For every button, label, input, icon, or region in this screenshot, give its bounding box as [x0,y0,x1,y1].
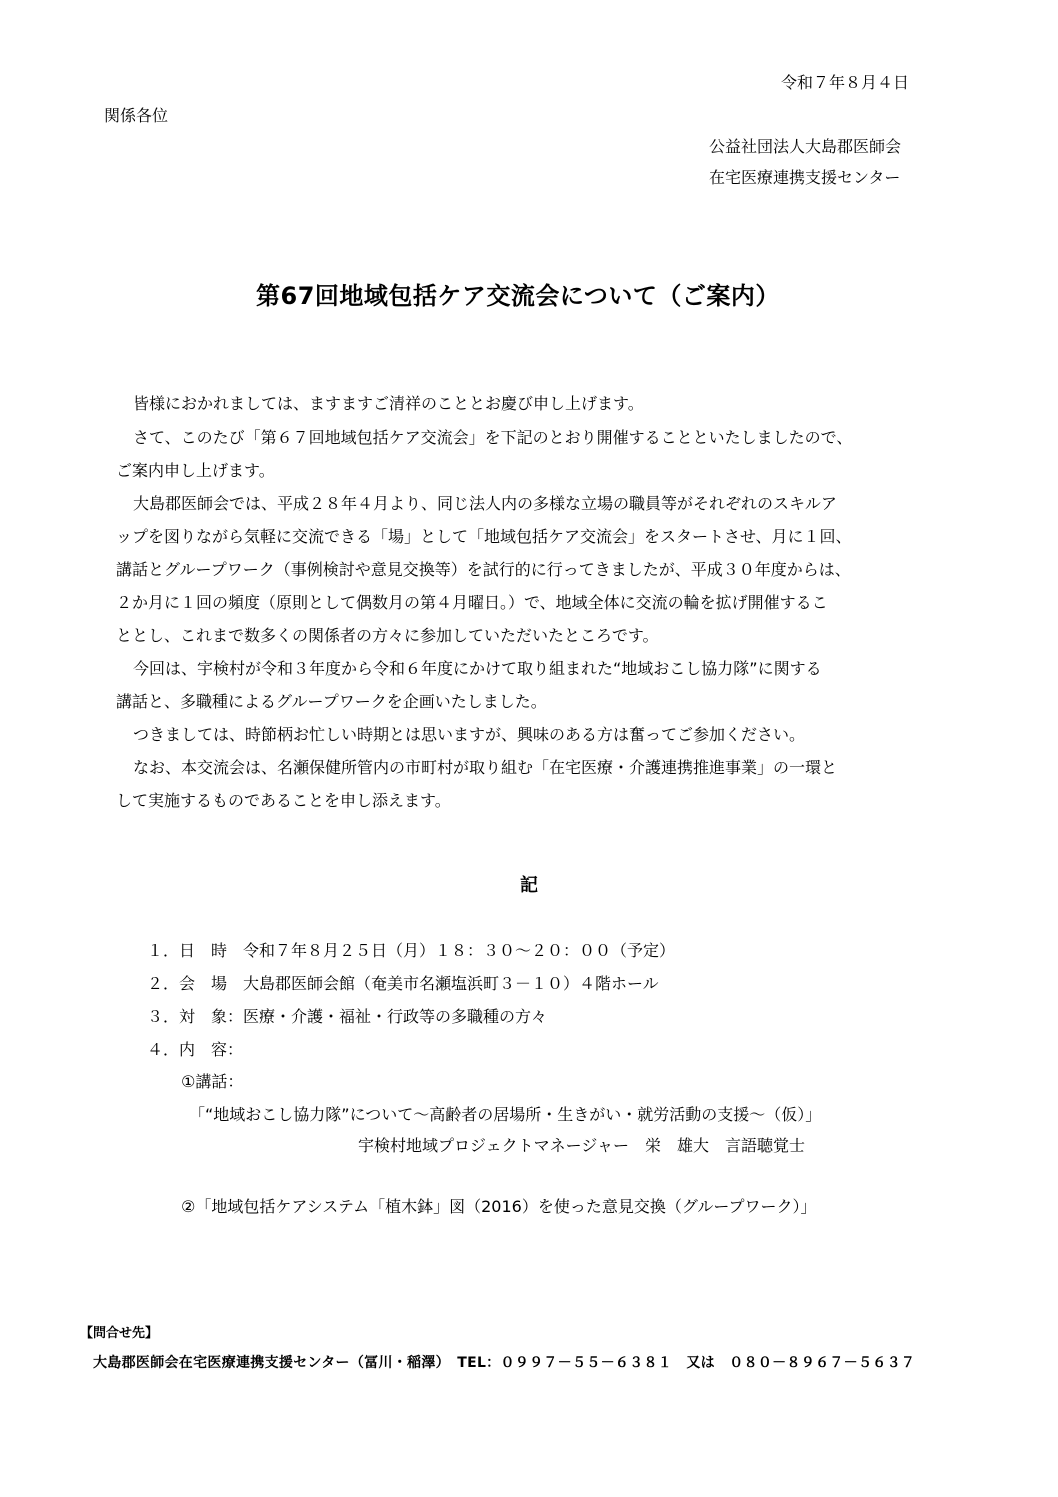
item-content: ４．内 容： [147,1040,244,1059]
contact-info: 大島郡医師会在宅医療連携支援センター（冨川・稲澤） TEL：０９９７－５５－６３８１ 又は ０８０－８９６７－５６３７ [93,1355,916,1371]
groupwork: ②「地域包括ケアシステム「植木鉢」図（2016）を使った意見交換（グループワーク）」 [181,1197,817,1216]
body-line: ととし、これまで数多くの関係者の方々に参加していただいたところです。 [116,626,659,645]
document-title: 第67回地域包括ケア交流会について（ご案内） [256,282,780,310]
document-date: 令和７年８月４日 [781,73,910,92]
body-line: 皆様におかれましては、ますますご清祥のこととお慶び申し上げます。 [133,394,644,413]
body-line: 今回は、宇検村が令和３年度から令和６年度にかけて取り組まれた“地域おこし協力隊”に関する [133,659,822,678]
body-line: さて、このたび「第６７回地域包括ケア交流会」を下記のとおり開催することといたしましたので、 [133,428,853,447]
body-line: 講話とグループワーク（事例検討や意見交換等）を試行的に行ってきましたが、平成３０年度からは、 [116,560,851,579]
item-datetime: １．日 時 令和７年８月２５日（月）１８：３０～２０：００（予定） [147,941,676,960]
lecture-title: 「“地域おこし協力隊”について～高齢者の居場所・生きがい・就労活動の支援～（仮）」 [189,1105,822,1124]
sender-organization: 公益社団法人大島郡医師会 [709,137,902,156]
body-line: ップを図りながら気軽に交流できる「場」として「地域包括ケア交流会」をスタートさせ、月に１回、 [116,527,852,546]
body-line: 大島郡医師会では、平成２８年４月より、同じ法人内の多様な立場の職員等がそれぞれのスキルア [133,494,837,513]
contact-heading: 【問合せ先】 [80,1326,159,1341]
body-line: して実施するものであることを申し添えます。 [116,791,451,810]
item-venue: ２．会 場 大島郡医師会館（奄美市名瀬塩浜町３－１０）４階ホール [147,974,659,993]
lecture-label: ①講話： [181,1072,244,1091]
body-line: ２か月に１回の頻度（原則として偶数月の第４月曜日。）で、地域全体に交流の輪を拡げ開催するこ [116,593,828,612]
body-line: 講話と、多職種によるグループワークを企画いたしました。 [116,692,547,711]
body-line: ご案内申し上げます。 [116,461,275,480]
recipient: 関係各位 [104,106,169,125]
lecturer: 宇検村地域プロジェクトマネージャー 栄 雄大 言語聴覚士 [358,1136,806,1155]
body-line: つきましては、時節柄お忙しい時期とは思いますが、興味のある方は奮ってご参加ください。 [133,725,806,744]
ki-heading: 記 [520,875,538,896]
item-target: ３．対 象：医療・介護・福祉・行政等の多職種の方々 [147,1007,548,1026]
body-line: なお、本交流会は、名瀬保健所管内の市町村が取り組む「在宅医療・介護連携推進事業」の一環と [133,758,838,777]
sender-center: 在宅医療連携支援センター [709,168,901,187]
